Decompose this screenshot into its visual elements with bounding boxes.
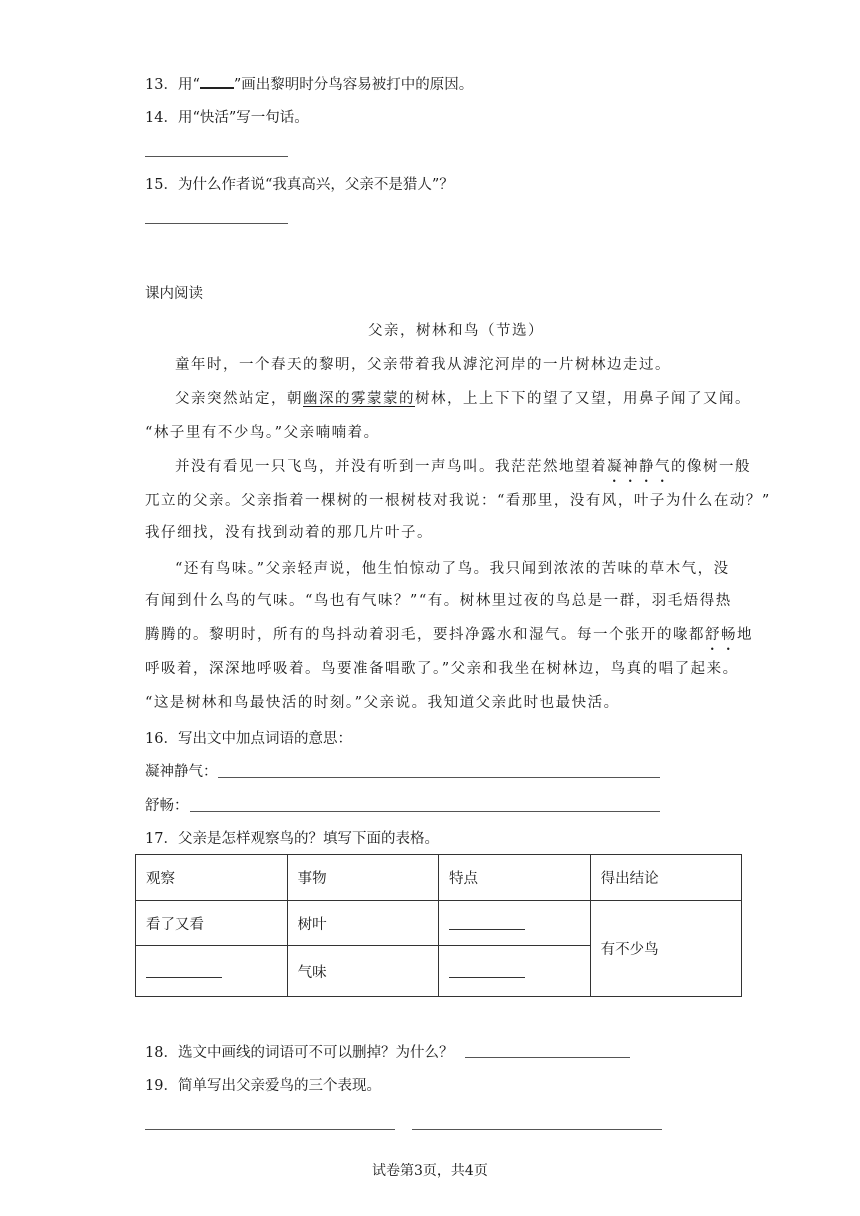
page-footer: 试卷第3页，共4页: [372, 1163, 488, 1179]
question-13: [145, 73, 473, 94]
table-cell-observe-blank[interactable]: [136, 946, 288, 997]
q16-item-b-answer-line[interactable]: [190, 811, 660, 812]
answer-blank[interactable]: [146, 961, 222, 978]
q13-text-after: ”画出黎明时分鸟容易被打中的原因。: [233, 77, 474, 93]
dotted-char: 舒: [705, 627, 721, 643]
q16-item-a-answer-line[interactable]: [218, 777, 660, 778]
passage-paragraph-4-line-1: “还有鸟味。”父亲轻声说，他生怕惊动了鸟。我只闻到浓浓的苦味的草木气，没: [175, 561, 730, 577]
q18-answer-line[interactable]: [465, 1057, 630, 1058]
q19-answer-line-2[interactable]: [412, 1129, 662, 1130]
passage-paragraph-3-line-1: [175, 455, 751, 476]
p3-text-b: 的像树一般: [671, 459, 751, 475]
table-cell-conclusion: 有不少鸟: [590, 901, 741, 997]
passage-paragraph-4-line-5: “这是树林和鸟最快活的时刻。”父亲说。我知道父亲此时也最快活。: [145, 695, 620, 711]
q16-item-a-label: 凝神静气：: [145, 764, 218, 780]
answer-blank[interactable]: [449, 961, 525, 978]
table-cell-feature-blank[interactable]: [438, 946, 590, 997]
table-header-cell: 特点: [438, 855, 590, 901]
table-cell-thing: 树叶: [287, 901, 438, 946]
answer-blank[interactable]: [449, 913, 525, 930]
q19-answer-line-1[interactable]: [145, 1129, 395, 1130]
dotted-char: 气: [655, 459, 671, 475]
question-14: 14．用“快活”写一句话。: [145, 110, 309, 126]
q14-answer-line[interactable]: [145, 156, 288, 157]
table-header-cell: 观察: [136, 855, 288, 901]
q13-text-before: 13．用“: [145, 77, 200, 93]
dotted-char: 畅: [721, 627, 737, 643]
table-row: [136, 901, 742, 946]
observation-table: [135, 854, 742, 997]
passage-paragraph-2-line-1: [175, 387, 751, 408]
passage-paragraph-3-line-2: 兀立的父亲。父亲指着一棵树的一根树枝对我说：“看那里，没有风，叶子为什么在动？”: [145, 493, 771, 509]
dotted-char: 静: [639, 459, 655, 475]
table-header-cell: 事物: [287, 855, 438, 901]
passage-paragraph-1: 童年时，一个春天的黎明，父亲带着我从滹沱河岸的一片树林边走过。: [175, 357, 671, 373]
question-19: 19．简单写出父亲爱鸟的三个表现。: [145, 1078, 381, 1094]
dotted-char: 神: [623, 459, 639, 475]
question-17: 17．父亲是怎样观察鸟的？填写下面的表格。: [145, 831, 439, 847]
table-header-cell: 得出结论: [590, 855, 741, 901]
question-18: 18．选文中画线的词语可不可以删掉？为什么？: [145, 1045, 454, 1061]
q16-item-b-label: 舒畅：: [145, 798, 189, 814]
passage-paragraph-4-line-2: 有闻到什么鸟的气味。“鸟也有气味？”“有。树林里过夜的鸟总是一群，羽毛焐得热: [145, 593, 732, 609]
p2-text-a: 父亲突然站定，朝: [175, 391, 303, 407]
table-header-row: [136, 855, 742, 901]
question-16: 16．写出文中加点词语的意思：: [145, 731, 352, 747]
section-label: 课内阅读: [145, 286, 203, 302]
passage-paragraph-2-line-2: “林子里有不少鸟。”父亲喃喃着。: [145, 425, 380, 441]
p2-underlined-phrase: 幽深的雾蒙蒙的: [303, 391, 415, 407]
p2-text-b: 树林，上上下下的望了又望，用鼻子闻了又闻。: [415, 391, 751, 407]
dotted-char: 凝: [607, 459, 623, 475]
q15-answer-line[interactable]: [145, 223, 288, 224]
passage-paragraph-4-line-4: 呼吸着，深深地呼吸着。鸟要准备唱歌了。”父亲和我坐在树林边，鸟真的唱了起来。: [145, 661, 739, 677]
passage-paragraph-3-line-3: 我仔细找，没有找到动着的那几片叶子。: [145, 525, 433, 541]
question-15: 15．为什么作者说“我真高兴，父亲不是猎人”？: [145, 177, 454, 193]
table-cell-feature-blank[interactable]: [438, 901, 590, 946]
p4-text-c2: 地: [737, 627, 753, 643]
p4-text-c: 腾腾的。黎明时，所有的鸟抖动着羽毛，要抖净露水和湿气。每一个张开的喙都: [145, 627, 705, 643]
passage-title: 父亲，树林和鸟（节选）: [368, 323, 544, 339]
p3-text-a: 并没有看见一只飞鸟，并没有听到一声鸟叫。我茫茫然地望着: [175, 459, 607, 475]
table-cell-thing: 气味: [287, 946, 438, 997]
q13-underline-sample: [200, 87, 234, 89]
passage-paragraph-4-line-3: [145, 623, 753, 644]
table-cell-observe: 看了又看: [136, 901, 288, 946]
